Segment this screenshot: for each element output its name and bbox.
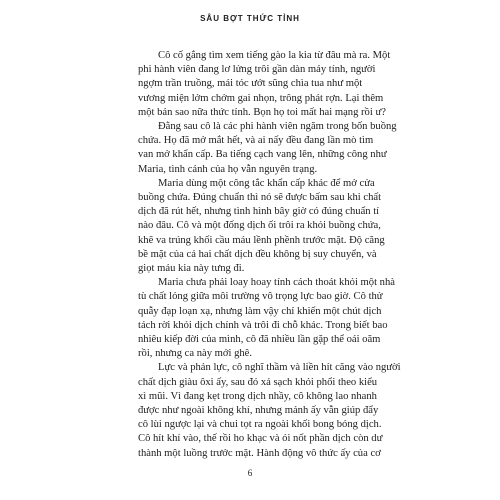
text-line: tù chất lỏng giữa môi trường vô trọng lực bao giờ. Cô thử (138, 291, 383, 303)
text-line: thành một luồng trước mặt. Hành động vô thức ấy của cơ (138, 447, 381, 459)
text-line: chứa. Họ đã mở mắt hết, và ai nấy đều đang lần mò tìm (138, 135, 374, 147)
text-line: nào đâu. Cô và một đống dịch ối trôi ra khỏi buồng chứa, (138, 220, 381, 232)
text-line: buồng chứa. Đúng chuẩn thì nó sẽ được bấm sau khi chất (138, 192, 382, 204)
text-line: Maria chưa phải loay hoay tính cách thoát khỏi một nhà (158, 277, 395, 289)
text-line: được như ngoài không khí, nhưng mảnh ấy vẫn giúp đẩy (138, 405, 379, 417)
text-line: một bản sao nữa thức tỉnh. Bọn họ toi mất hai mạng rồi ư? (138, 106, 386, 118)
text-line: ngợm trần truồng, mái tóc ướt sũng chìa tua như một (138, 78, 363, 90)
text-line: chất dịch giàu ôxi ấy, sau đó xả sạch khỏi phổi theo kiểu (138, 376, 378, 388)
running-title: SÂU BỢT THỨC TỈNH (200, 14, 300, 23)
text-line: Cô hít khí vào, thế rồi ho khạc và ói nốt phần dịch còn dư (138, 433, 383, 445)
page-number: 6 (247, 468, 253, 478)
text-line: tách rời khỏi dịch chính và trôi đi chỗ khác. Trong biết bao (138, 319, 388, 331)
text-line: Cô cố gắng tìm xem tiếng gào la kia từ đâu mà ra. Một (158, 50, 391, 61)
text-line: nhiêu kiếp đời của mình, cô đã nhiều lần gặp thể oái oăm (138, 334, 381, 346)
text-line: dịch đã rút hết, nhưng tình hình bây giờ có đúng chuẩn tí (138, 206, 380, 218)
text-line: vương miện lởm chởm gai nhọn, trông phát rợn. Lại thêm (138, 92, 384, 104)
paragraph-2 (118, 120, 397, 177)
paragraph-3 (118, 177, 384, 276)
text-line: phi hành viên đang lơ lửng trôi gần dàn máy tính, người (138, 64, 376, 76)
text-line: khẽ va trúng khối cầu máu lềnh phềnh trước mặt. Độ căng (138, 234, 385, 246)
text-line: Lực và phản lực, cô nghĩ thầm và liền hít căng vào người (158, 362, 401, 374)
text-line: rồi, nhưng ca này mới ghê. (138, 348, 253, 360)
paragraph-4 (118, 276, 395, 361)
text-line: xì mũi. Vì đang kẹt trong dịch nhầy, cô không lao nhanh (138, 390, 377, 402)
text-line: Đằng sau cô là các phi hành viên ngăm trong bốn buồng (158, 121, 397, 133)
paragraph-1 (118, 49, 391, 120)
body-text (118, 49, 401, 461)
text-line: giọt máu kia này tưng đi. (138, 263, 245, 275)
paragraph-5 (118, 361, 401, 460)
text-line: bề mặt của cả hai chất dịch đều không bị suy chuyển, và (138, 248, 377, 260)
text-line: cô lùi ngược lại và chui tọt ra ngoài khối bong bóng dịch. (138, 419, 382, 431)
text-line: van mở khẩn cấp. Ba tiếng cạch vang lên, những công như (138, 149, 387, 161)
text-line: Maria dùng một công tắc khẩn cấp khác để mở cửa (158, 177, 375, 189)
text-line: quẫy đạp loạn xạ, nhưng làm vậy chỉ khiến một chút dịch (138, 305, 382, 317)
text-line: Maria, tình cảnh của họ vẫn nguyên trạng. (138, 163, 318, 175)
